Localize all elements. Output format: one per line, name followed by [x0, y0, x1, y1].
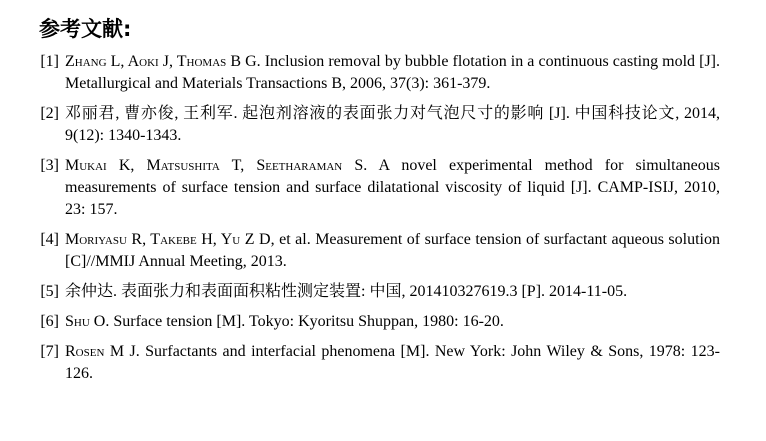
- reference-number: [2]: [40, 105, 59, 122]
- reference-number: [4]: [40, 231, 59, 248]
- reference-item-7: [40, 341, 720, 385]
- reference-number: [5]: [40, 283, 59, 300]
- reference-item-5: [40, 281, 720, 303]
- reference-number: [6]: [40, 313, 59, 330]
- reference-authors: Mukai K, Matsushita T, Seetharaman S.: [65, 157, 368, 174]
- reference-details: A novel experimental method for simultaneous measurements of surface tension and surface dilatational viscosity of liquid [J]. CAMP-ISIJ, 2010, 23: 157.: [65, 157, 720, 218]
- reference-details: , et al. Measurement of surface tension of surfactant aqueous solution [C]//MMIJ Annual Meeting, 2013.: [65, 231, 720, 270]
- reference-details: Surface tension [M]. Tokyo: Kyoritsu Shuppan, 1980: 16-20.: [109, 313, 504, 330]
- reference-item-3: [40, 155, 720, 221]
- reference-list: [40, 51, 720, 393]
- reference-details: 表面张力和表面面积粘性测定装置: 中国, 201410327619.3 [P]. 2014-11-05.: [117, 283, 628, 300]
- reference-details: 起泡剂溶液的表面张力对气泡尺寸的影响 [J]. 中国科技论文, 2014, 9(12): 1340-1343.: [65, 105, 720, 144]
- reference-authors: 邓丽君, 曹亦俊, 王利军.: [65, 105, 238, 122]
- reference-authors: 余仲达.: [65, 283, 118, 300]
- reference-authors: Shu O.: [65, 313, 110, 330]
- reference-item-2: [40, 103, 720, 147]
- reference-item-4: [40, 229, 720, 273]
- reference-number: [3]: [40, 157, 59, 174]
- reference-authors: Zhang L, Aoki J, Thomas B G.: [65, 53, 261, 70]
- reference-number: [1]: [40, 53, 59, 70]
- reference-number: [7]: [40, 343, 59, 360]
- reference-details: Inclusion removal by bubble flotation in a continuous casting mold [J]. Metallurgical and Materials Transactions B, 2006, 37(3): 361-379.: [65, 53, 720, 92]
- reference-details: Surfactants and interfacial phenomena [M]. New York: John Wiley & Sons, 1978: 123-126.: [65, 343, 720, 382]
- reference-item-6: [40, 311, 720, 333]
- reference-authors: Rosen M J.: [65, 343, 140, 360]
- reference-item-1: [40, 51, 720, 95]
- reference-authors: Moriyasu R, Takebe H, Yu Z D: [65, 231, 271, 248]
- references-heading: 参考文献:: [39, 17, 132, 41]
